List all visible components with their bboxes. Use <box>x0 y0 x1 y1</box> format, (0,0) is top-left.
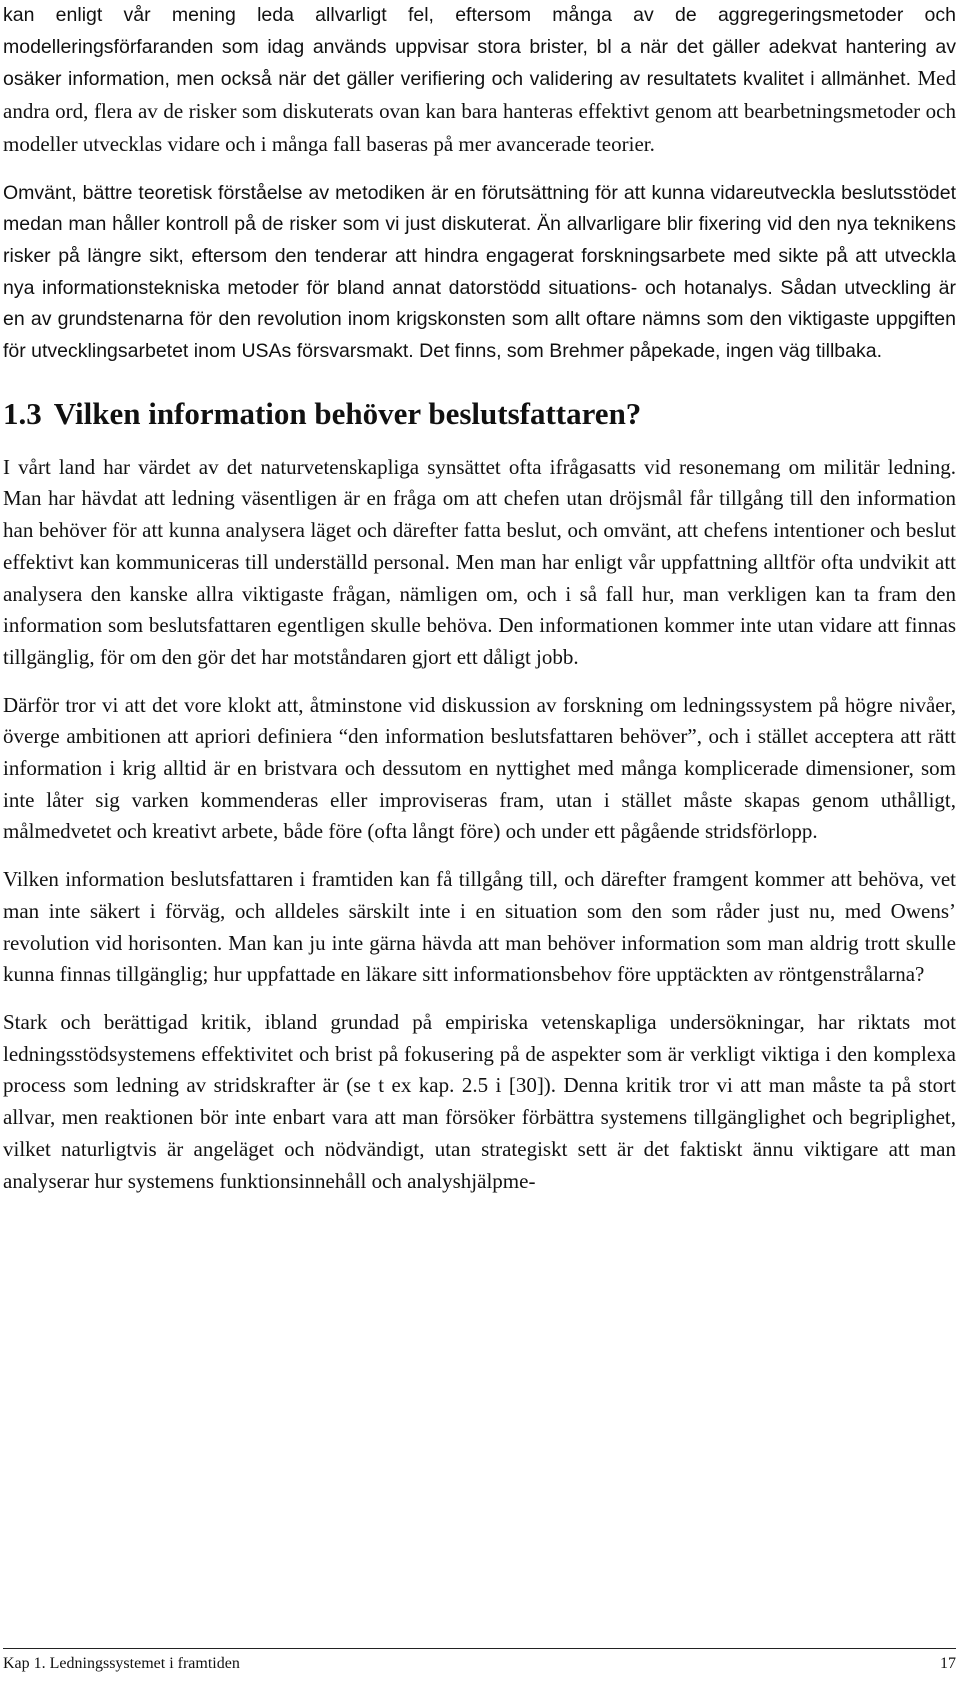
section-number: 1.3 <box>3 395 42 431</box>
paragraph-therefore: Därför tror vi att det vore klokt att, åtminstone vid diskussion av forskning om ledningssystem på högre nivåer, överge ambitionen att apriori definiera “den information beslutsfattaren behöver”, och i stället acceptera att rätt information i krig alltid är en bristvara och dessutom en nyttighet med många komplicerade dimensioner, som inte låter sig varken kommenderas eller improviseras fram, utan i stället måste skapas genom uthålligt, målmedvetet och kreativt arbete, både före (ofta långt före) och under ett pågående stridsförlopp. <box>3 692 956 844</box>
document-page <box>3 0 956 1197</box>
footer-page-number: 17 <box>940 1655 956 1672</box>
paragraph-intro-sans-part: kan enligt vår mening leda allvarligt fel, eftersom många av de aggregeringsmetoder och modelleringsförfaranden som idag används uppvisar stora brister, bl a när det gäller adekvat hantering av osäker information, men också när det gäller verifiering och validering av resultatets kvalitet i allmänhet. <box>3 4 956 91</box>
paragraph-future-information: Vilken information beslutsfattaren i framtiden kan få tillgång till, och därefter framgent kommer att behöva, vet man inte säkert i förväg, och alldeles särskilt inte i en situation som den som råder just nu, med Owens’ revolution vid horisonten. Man kan ju inte gärna hävda att man behöver information som man aldrig trott skulle kunna finnas tillgänglig; hur uppfattade en läkare sitt informationsbehov före upptäckten av röntgenstrålarna? <box>3 867 956 987</box>
paragraph-national: I vårt land har värdet av det naturvetenskapliga synsättet ofta ifrågasatts vid resonemang om militär ledning. Man har hävdat att ledning väsentligen är en fråga om att chefen utan dröjsmål får tillgång till den information han behöver för att kunna analysera läget och därefter fatta beslut, och omvänt, att chefens intentioner och beslut effektivt kan kommuniceras till underställd personal. Men man har enligt vår uppfattning alltför ofta undvikit att analysera den kanske allra viktigaste frågan, nämligen om, och i så fall hur, man verkligen kan ta fram den information som beslutsfattaren egentligen skulle behöva. Den informationen kommer inte utan vidare att finnas tillgänglig, för om den gör det har motståndaren gjort ett dåligt jobb. <box>3 454 956 669</box>
paragraph-converse: Omvänt, bättre teoretisk förståelse av metodiken är en förutsättning för att kunna vidareutveckla beslutsstödet medan man håller kontroll på de risker som vi just diskuterat. Än allvarligare blir fixering vid den nya teknikens risker på längre sikt, eftersom den tenderar att hindra engagerat forskningsarbete med sikte på att utveckla nya informationstekniska metoder för bland annat datorstödd situations- och hotanalys. Sådan utveckling är en av grundstenarna för den revolution inom krigskonsten som allt oftare nämns som den viktigaste uppgiften för utvecklingsarbetet inom USAs försvarsmakt. Det finns, som Brehmer påpekade, ingen väg tillbaka. <box>3 181 956 363</box>
section-heading <box>3 395 956 433</box>
paragraph-intro <box>3 0 956 162</box>
section-title: Vilken information behöver beslutsfattaren? <box>53 395 642 431</box>
paragraph-criticism: Stark och berättigad kritik, ibland grundad på empiriska vetenskapliga undersökningar, har riktats mot ledningsstödsystemens effektivitet och brist på fokusering på de aspekter som är verkligt viktiga i den komplexa process som ledning av stridskrafter är (se t ex kap. 2.5 i [30]). Denna kritik tror vi att man måste ta på stort allvar, men reaktionen bör inte enbart vara att man försöker förbättra systemens tillgänglighet och begriplighet, vilket naturligtvis är angeläget och nödvändigt, utan strategiskt sett är det faktiskt ännu viktigare att man analyserar hur systemens funktionsinnehåll och analyshjälpme- <box>3 1009 956 1193</box>
footer-divider <box>3 1648 956 1649</box>
paragraph-intro-serif-part: Med andra ord, flera av de risker som diskuterats ovan kan bara hanteras effektivt genom att bearbetningsmetoder och modeller utvecklas vidare och i många fall baseras på mer avancerade teorier. <box>3 66 956 156</box>
footer-chapter-title: Kap 1. Ledningssystemet i framtiden <box>3 1655 240 1672</box>
